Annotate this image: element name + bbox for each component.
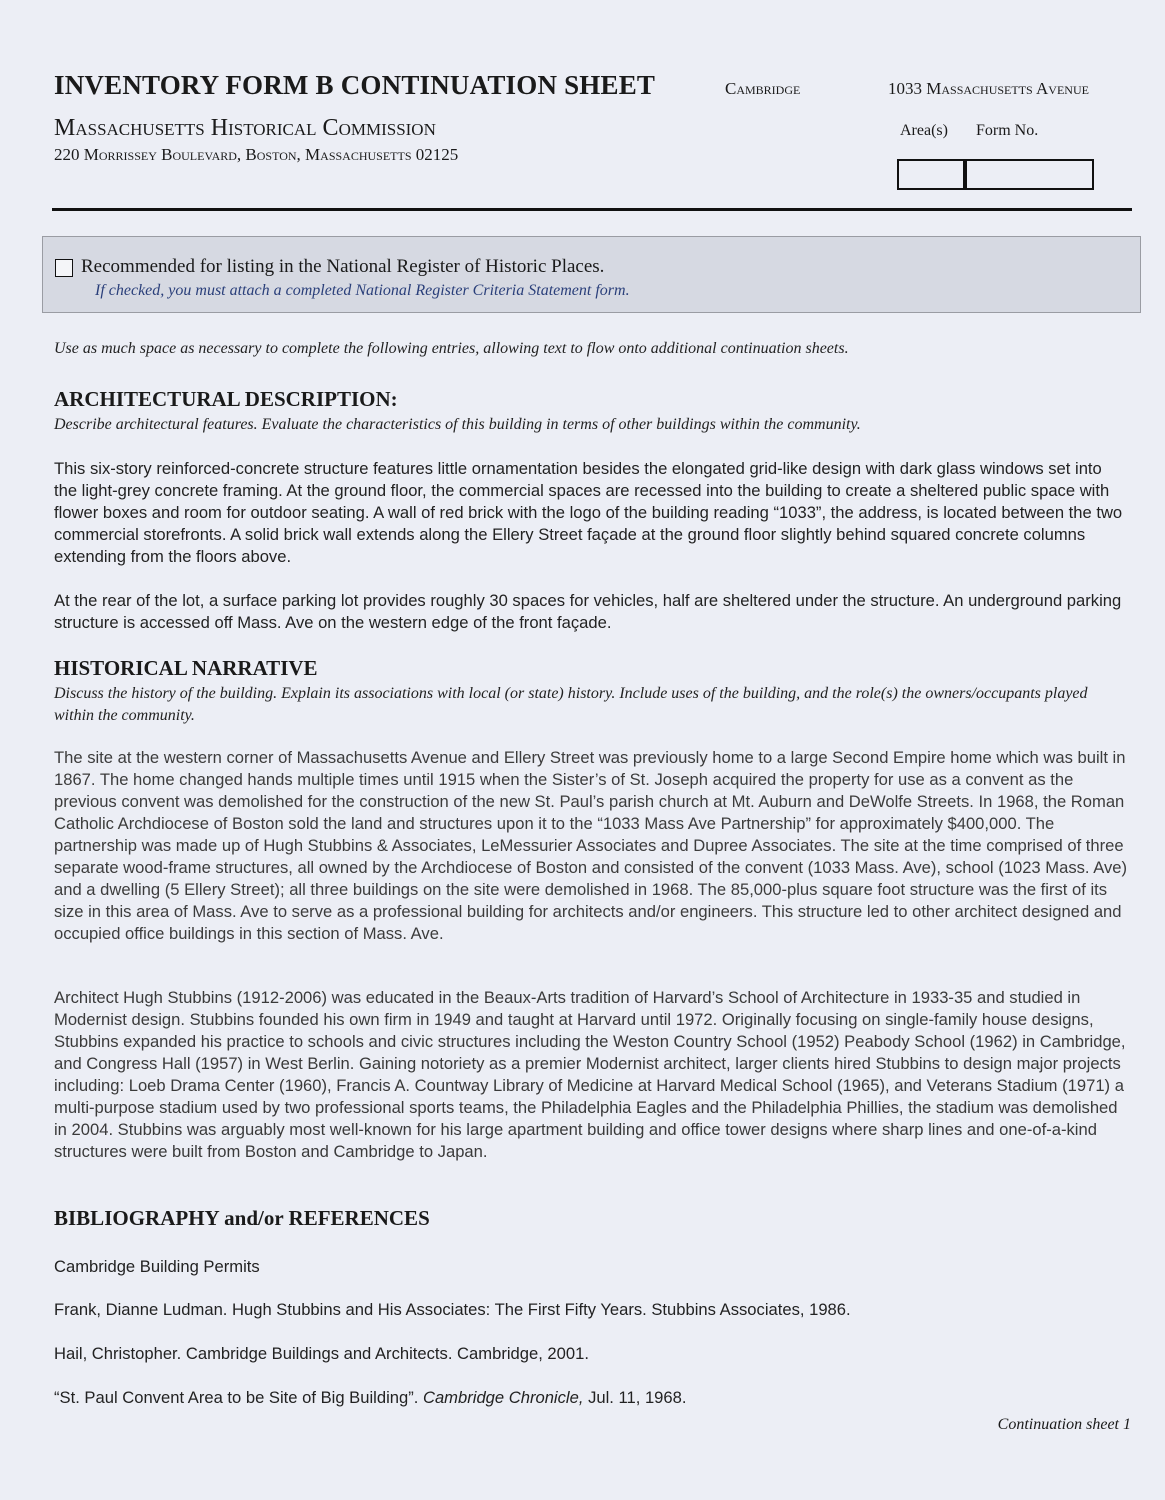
form-no-label: Form No. xyxy=(976,122,1039,139)
historical-paragraph: The site at the western corner of Massachusetts Avenue and Ellery Street was previously home to a large Second Empire home which was built in 1867. The home changed hands multiple times until 1915 when the Sister’s of St. Joseph acquired the property for use as a convent as the previous convent was demolished for the construction of the new St. Paul’s parish church at Mt. Auburn and DeWolfe Streets. In 1968, the Roman Catholic Archdiocese of Boston sold the land and structures upon it to the “1033 Mass Ave Partnership” for approximately $400,000. The partnership was made up of Hugh Stubbins & Associates, LeMessurier Associates and Dupree Associates. The site at the time comprised of three separate wood-frame structures, all owned by the Archdiocese of Boston and consisted of the convent (1033 Mass. Ave), school (1023 Mass. Ave) and a dwelling (5 Ellery Street); all three buildings on the site were demolished in 1968. The 85,000-plus square foot structure was the first of its size in this area of Mass. Ave to serve as a professional building for architects and/or engineers. This structure led to other architect designed and occupied office buildings in this section of Mass. Ave. xyxy=(54,748,1128,943)
reference-item: Cambridge Building Permits xyxy=(54,1257,260,1276)
national-register-label: Recommended for listing in the National Register of Historic Places. xyxy=(81,256,605,277)
town-name: Cambridge xyxy=(725,79,801,98)
national-register-checkbox[interactable] xyxy=(55,259,73,277)
architectural-paragraph: This six-story reinforced-concrete structure features little ornamentation besides the elongated grid-like design with dark glass windows set into the light-grey concrete framing. At the ground floor, the commercial spaces are recessed into the building to create a sheltered public space with flower boxes and room for outdoor seating. A wall of red brick with the logo of the building reading “1033”, the address, is located between the two commercial storefronts. A solid brick wall extends along the Ellery Street façade at the ground floor slightly behind squared concrete columns extending from the floors above. xyxy=(54,459,1123,566)
reference-journal: Cambridge Chronicle, xyxy=(422,1388,584,1407)
historical-narrative-heading: HISTORICAL NARRATIVE xyxy=(54,656,318,680)
historical-paragraph: Architect Hugh Stubbins (1912-2006) was educated in the Beaux-Arts tradition of Harvard’s School of Architecture in 1933-35 and studied in Modernist design. Stubbins founded his own firm in 1949 and taught at Harvard until 1972. Originally focusing on single-family house designs, Stubbins expanded his practice to schools and civic structures including the Weston Country School (1952) Peabody School (1962) in Cambridge, and Congress Hall (1957) in West Berlin. Gaining notoriety as a premier Modernist architect, larger clients hired Stubbins to design major projects including: Loeb Drama Center (1960), Francis A. Countway Library of Medicine at Harvard Medical School (1965), and Veterans Stadium (1971) a multi-purpose stadium used by two professional sports teams, the Philadelphia Eagles and the Philadelphia Phillies, the stadium was demolished in 2004. Stubbins was arguably most well-known for his large apartment building and office tower designs where sharp lines and one-of-a-kind structures were built from Boston and Cambridge to Japan. xyxy=(54,988,1126,1161)
reference-item: Hail, Christopher. Cambridge Buildings and Architects. Cambridge, 2001. xyxy=(54,1344,589,1363)
reference-title: “St. Paul Convent Area to be Site of Big Building”. xyxy=(54,1388,423,1407)
commission-address: 220 Morrissey Boulevard, Boston, Massachusetts 02125 xyxy=(54,145,459,164)
reference-item: Frank, Dianne Ludman. Hugh Stubbins and His Associates: The First Fifty Years. Stubbins Associates, 1986. xyxy=(54,1300,851,1319)
areas-label: Area(s) xyxy=(900,122,948,139)
form-title: INVENTORY FORM B CONTINUATION SHEET xyxy=(54,70,656,100)
national-register-panel xyxy=(42,236,1141,313)
historical-narrative-instructions: Discuss the history of the building. Explain its associations with local (or state) history. Include uses of the building, and the role(s) the owners/occupants played within the community. xyxy=(54,685,1088,724)
national-register-note: If checked, you must attach a completed National Register Criteria Statement form. xyxy=(95,282,630,299)
commission-name: Massachusetts Historical Commission xyxy=(54,115,436,141)
bibliography-heading: BIBLIOGRAPHY and/or REFERENCES xyxy=(54,1206,430,1230)
reference-date: Jul. 11, 1968. xyxy=(583,1388,687,1407)
architectural-paragraph: At the rear of the lot, a surface parking lot provides roughly 30 spaces for vehicles, half are sheltered under the structure. An underground parking structure is accessed off Mass. Ave on the western edge of the front façade. xyxy=(54,591,1122,632)
header-divider xyxy=(52,208,1132,211)
reference-item xyxy=(54,1388,686,1408)
architectural-description-heading: ARCHITECTURAL DESCRIPTION: xyxy=(54,387,398,411)
form-no-field[interactable] xyxy=(965,159,1094,190)
property-address: 1033 Massachusetts Avenue xyxy=(888,79,1089,98)
architectural-description-instructions: Describe architectural features. Evaluate the characteristics of this building in terms of other buildings within the community. xyxy=(54,416,861,433)
areas-field[interactable] xyxy=(897,159,965,190)
continuation-sheet-label: Continuation sheet 1 xyxy=(997,1416,1131,1433)
general-instructions: Use as much space as necessary to complete the following entries, allowing text to flow onto additional continuation sheets. xyxy=(54,340,849,357)
